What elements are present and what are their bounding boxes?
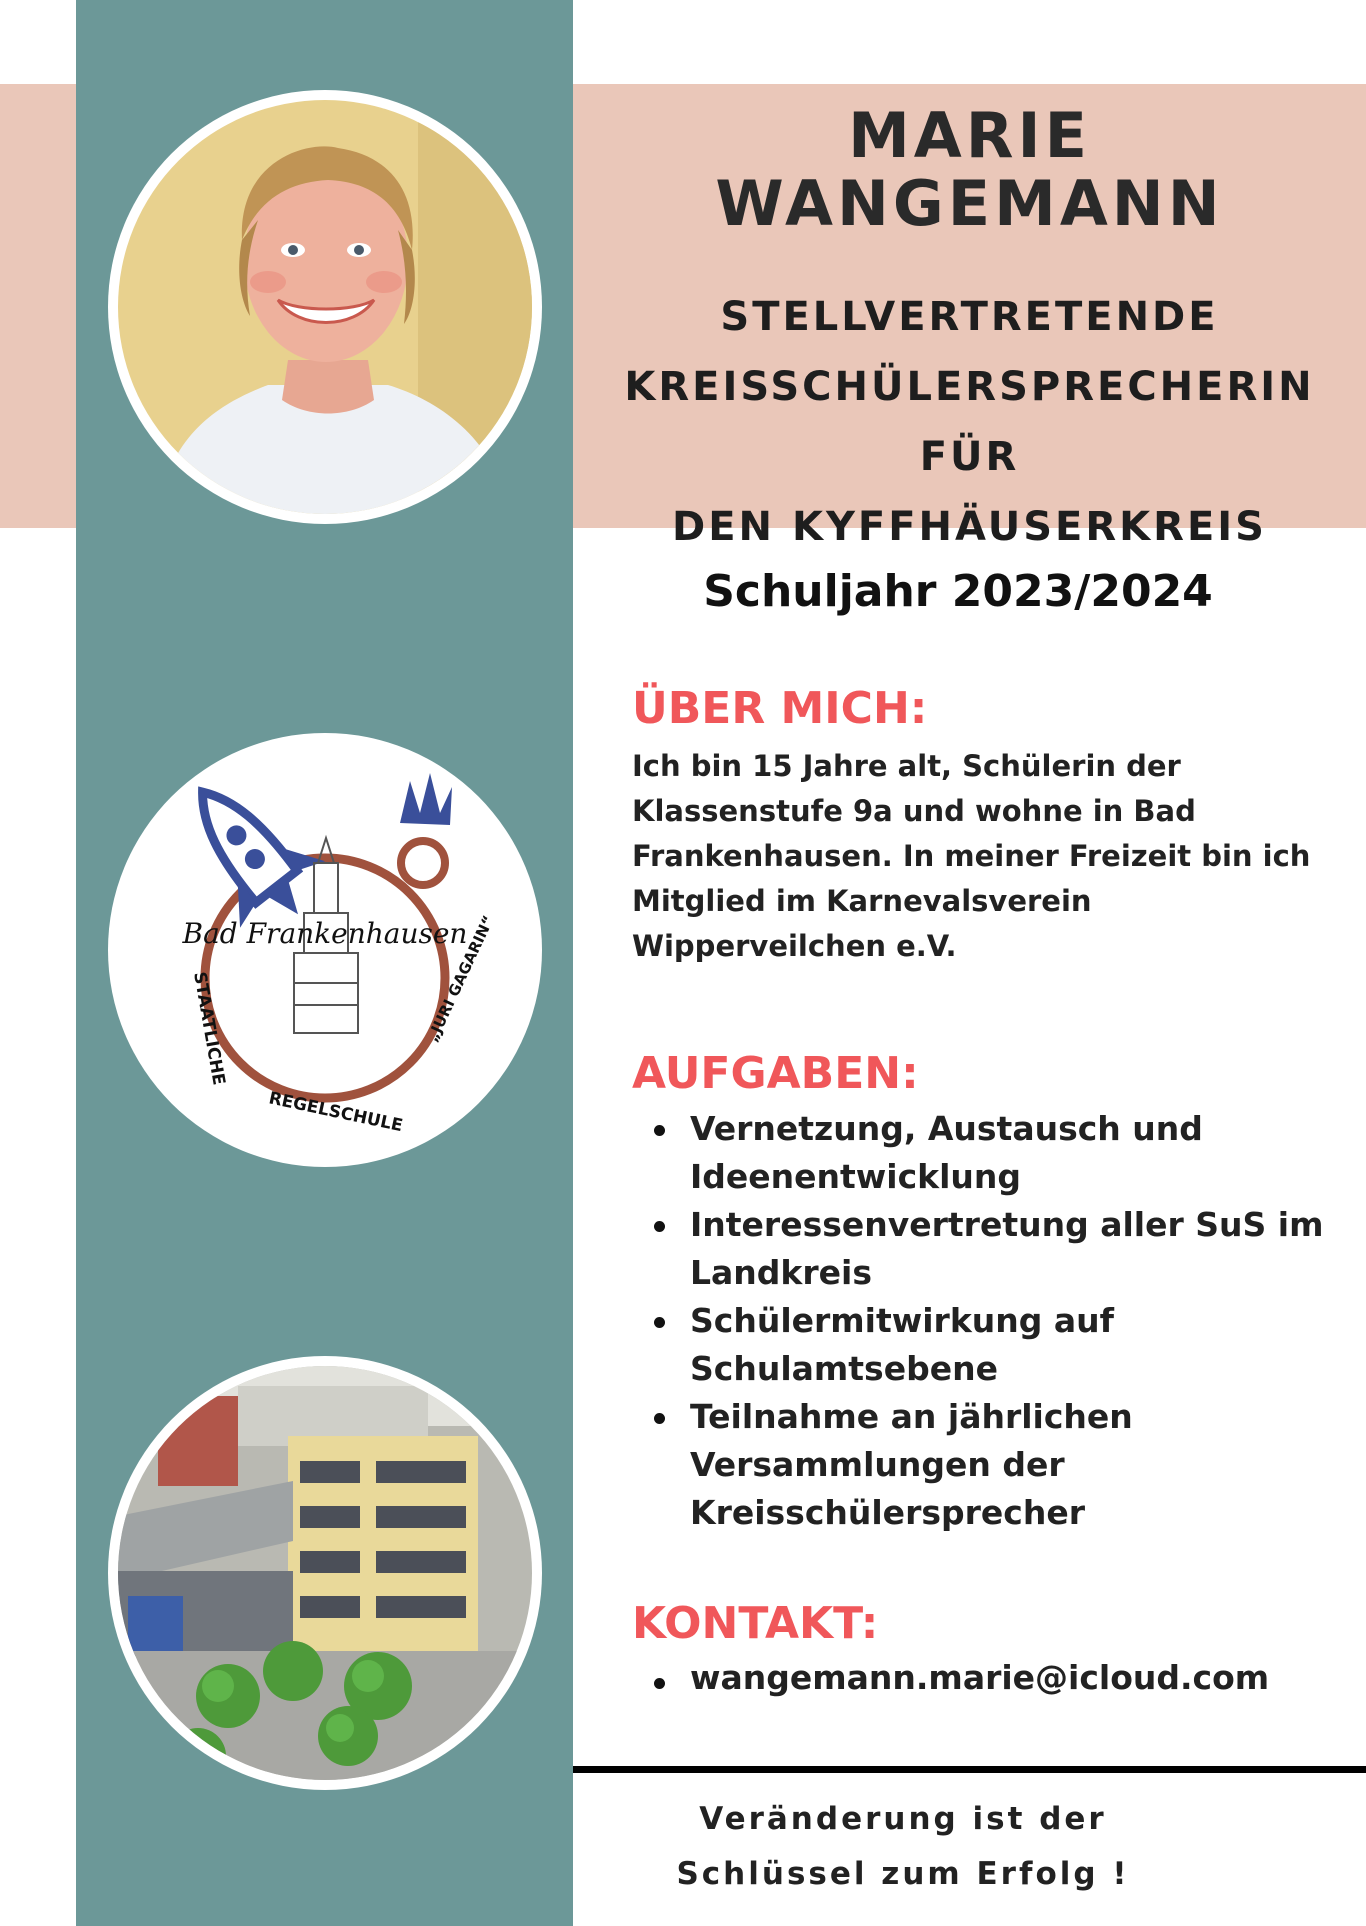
- logo-ring-right: „JURI GAGARIN“: [423, 912, 498, 1045]
- contact-bullet: [654, 1678, 665, 1689]
- logo-ring-left: STAATLICHE: [189, 970, 229, 1087]
- name-line-1: MARIE: [848, 99, 1091, 172]
- role-title: [573, 282, 1366, 562]
- tasks-heading: AUFGABEN:: [632, 1048, 919, 1099]
- task-item: Teilnahme an jährlichen Versammlungen der Kreisschülersprecher: [690, 1393, 1342, 1537]
- contact-heading: KONTAKT:: [632, 1598, 879, 1649]
- about-text: Ich bin 15 Jahre alt, Schülerin der Klassenstufe 9a und wohne in Bad Frankenhausen. In meiner Freizeit bin ich Mitglied im Karnevalsverein Wipperveilchen e.V.: [632, 749, 1311, 963]
- about-heading: ÜBER MICH:: [632, 683, 928, 734]
- quote-line-2: Schlüssel zum Erfolg !: [676, 1856, 1130, 1892]
- task-item: Schülermitwirkung auf Schulamtsebene: [690, 1297, 1342, 1393]
- contact-email-link[interactable]: wangemann.marie@icloud.com: [690, 1658, 1270, 1697]
- role-line-1: STELLVERTRETENDE: [720, 294, 1219, 340]
- quote-line-1: Veränderung ist der: [699, 1801, 1107, 1837]
- school-building-photo: [108, 1356, 542, 1790]
- building-illustration: [118, 1366, 532, 1780]
- logo-script-text: Bad Frankenhausen: [182, 917, 468, 950]
- portrait-photo: [108, 90, 542, 524]
- person-name: [573, 99, 1366, 240]
- school-logo: [108, 733, 542, 1167]
- divider-line: [573, 1766, 1366, 1773]
- school-year: Schuljahr 2023/2024: [703, 566, 1213, 617]
- role-line-3: DEN KYFFHÄUSERKREIS: [672, 504, 1267, 550]
- motto-quote: [573, 1792, 1233, 1902]
- logo-ring-bottom: REGELSCHULE: [266, 1088, 405, 1137]
- task-item: Vernetzung, Austausch und Ideenentwicklung: [690, 1105, 1342, 1201]
- tasks-list: [632, 1105, 1342, 1537]
- portrait-illustration: [118, 100, 532, 514]
- task-item: Interessenvertretung aller SuS im Landkreis: [690, 1201, 1342, 1297]
- name-line-2: WANGEMANN: [715, 167, 1224, 240]
- role-line-2: KREISSCHÜLERSPRECHERIN FÜR: [624, 364, 1315, 480]
- logo-illustration: [118, 743, 532, 1157]
